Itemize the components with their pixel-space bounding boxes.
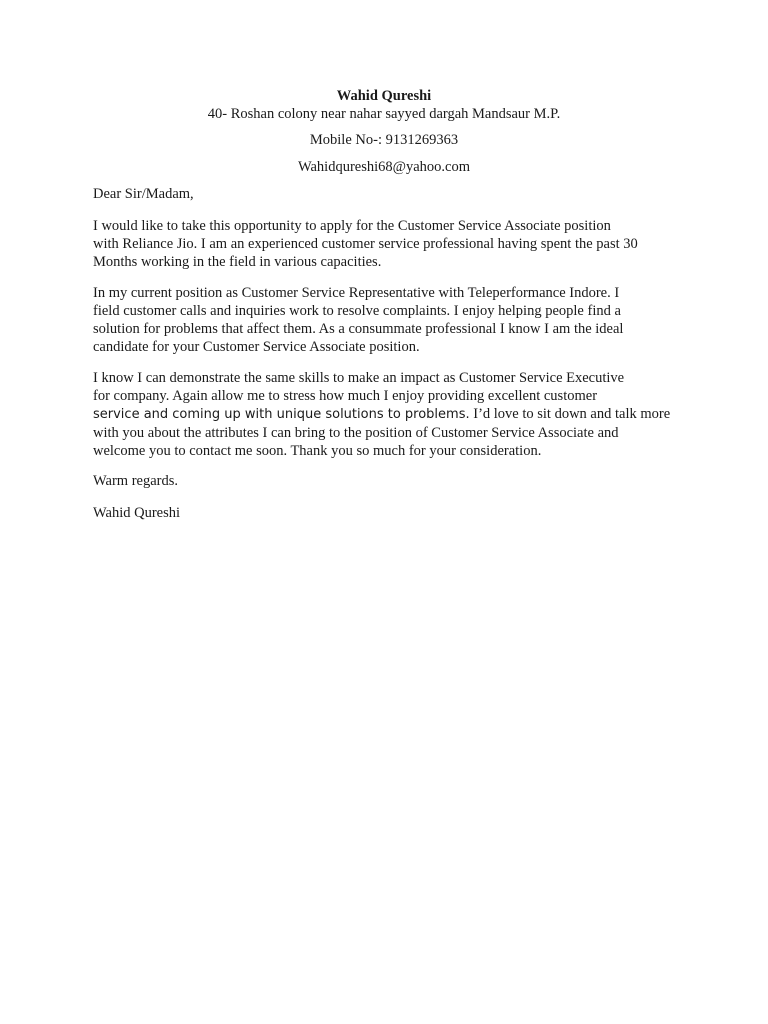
- paragraph-1-line: with Reliance Jio. I am an experienced customer service professional having spent the past 30: [93, 236, 638, 252]
- paragraph-1-line: Months working in the field in various capacities.: [93, 254, 382, 270]
- paragraph-3: [93, 369, 683, 460]
- paragraph-2-line: solution for problems that affect them. As a consummate professional I know I am the ideal: [93, 321, 624, 337]
- signature-name: Wahid Qureshi: [93, 505, 181, 521]
- paragraph-3-mixed-line: [93, 405, 683, 424]
- paragraph-2: [93, 284, 683, 356]
- sender-name-heading: Wahid Qureshi: [336, 88, 432, 104]
- sender-email: Wahidqureshi68@yahoo.com: [297, 159, 471, 175]
- paragraph-2-line: In my current position as Customer Service Representative with Teleperformance Indore. I: [93, 285, 620, 301]
- paragraph-1: [93, 217, 683, 271]
- sender-address: 40- Roshan colony near nahar sayyed dargah Mandsaur M.P.: [207, 106, 561, 122]
- paragraph-3-line: for company. Again allow me to stress how much I enjoy providing excellent customer: [93, 388, 598, 404]
- closing-line: Warm regards.: [93, 473, 178, 489]
- paragraph-3-alt-font-text: service and coming up with unique solutions to problems.: [93, 407, 470, 422]
- paragraph-2-line: candidate for your Customer Service Associate position.: [93, 339, 420, 355]
- sender-mobile: Mobile No-: 9131269363: [309, 132, 459, 148]
- paragraph-3-serif-text: I’d love to sit down and talk more: [469, 406, 671, 422]
- paragraph-1-line: I would like to take this opportunity to apply for the Customer Service Associate position: [93, 218, 611, 234]
- paragraph-3-line: with you about the attributes I can bring to the position of Customer Service Associate and: [93, 425, 619, 441]
- paragraph-2-line: field customer calls and inquiries work to resolve complaints. I enjoy helping people find a: [93, 303, 621, 319]
- paragraph-3-line: I know I can demonstrate the same skills to make an impact as Customer Service Executive: [93, 370, 625, 386]
- salutation: Dear Sir/Madam,: [93, 186, 194, 202]
- paragraph-3-line: welcome you to contact me soon. Thank you so much for your consideration.: [93, 443, 542, 459]
